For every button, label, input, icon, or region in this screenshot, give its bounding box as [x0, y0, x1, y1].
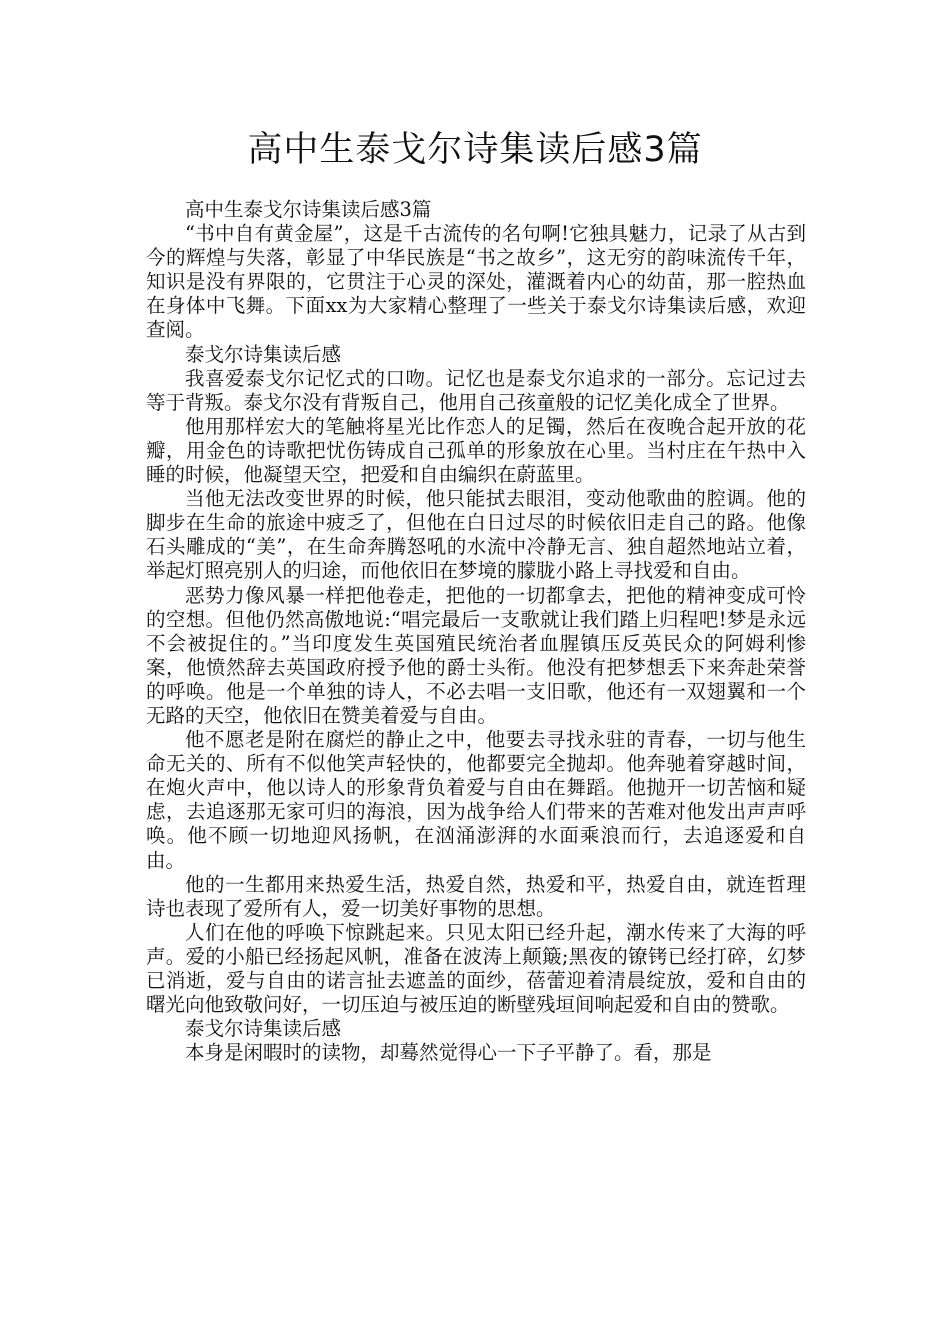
body-paragraph: 他用那样宏大的笔触将星光比作恋人的足镯，然后在夜晚合起开放的花瓣，用金色的诗歌把忧伤铸成自己孤单的形象放在心里。当村庄在午热中入睡的时候，他凝望天空，把爱和自由编织在蔚蓝里。 [146, 414, 806, 487]
subtitle-paragraph: 高中生泰戈尔诗集读后感3篇 [185, 198, 432, 221]
section-heading: 泰戈尔诗集读后感 [185, 1017, 342, 1041]
section-heading: 泰戈尔诗集读后感 [185, 342, 342, 366]
body-paragraph: 他的一生都用来热爱生活，热爱自然，热爱和平，热爱自由，就连哲理诗也表现了爱所有人，爱一切美好事物的思想。 [146, 872, 806, 920]
body-paragraph: 人们在他的呼唤下惊跳起来。只见太阳已经升起，潮水传来了大海的呼声。爱的小船已经扬起风帆，准备在波涛上颠簸;黑夜的镣铐已经打碎，幻梦已消逝，爱与自由的诺言扯去遮盖的面纱，蓓蕾迎着清晨绽放，爱和自由的曙光向他致敬问好，一切压迫与被压迫的断壁残垣间响起爱和自由的赞歌。 [146, 920, 806, 1017]
document-body [146, 198, 806, 1065]
body-paragraph: 本身是闲暇时的读物，却蓦然觉得心一下子平静了。看，那是 [185, 1041, 712, 1065]
body-paragraph: 他不愿老是附在腐烂的静止之中，他要去寻找永驻的青春，一切与他生命无关的、所有不似他笑声轻快的，他都要完全抛却。他奔驰着穿越时间，在炮火声中，他以诗人的形象背负着爱与自由在舞蹈。他抛开一切苦恼和疑虑，去追逐那无家可归的海浪，因为战争给人们带来的苦难对他发出声声呼唤。他不顾一切地迎风扬帆，在汹涌澎湃的水面乘浪而行，去追逐爱和自由。 [146, 728, 806, 872]
body-paragraph: 当他无法改变世界的时候，他只能拭去眼泪，变动他歌曲的腔调。他的脚步在生命的旅途中疲乏了，但他在白日过尽的时候依旧走自己的路。他像石头雕成的“美”，在生命奔腾怒吼的水流中冷静无言、独自超然地站立着，举起灯照亮别人的归途，而他依旧在梦境的朦胧小路上寻找爱和自由。 [146, 487, 806, 583]
intro-paragraph: “书中自有黄金屋”，这是千古流传的名句啊!它独具魅力，记录了从古到今的辉煌与失落，彰显了中华民族是“书之故乡”，这无穷的韵味流传千年，知识是没有界限的，它贯注于心灵的深处，灌溉着内心的幼苗，那一腔热血在身体中飞舞。下面xx为大家精心整理了一些关于泰戈尔诗集读后感，欢迎查阅。 [146, 222, 806, 342]
body-paragraph: 我喜爱泰戈尔记忆式的口吻。记忆也是泰戈尔追求的一部分。忘记过去等于背叛。泰戈尔没有背叛自己，他用自己孩童般的记忆美化成全了世界。 [146, 366, 806, 414]
document-title: 高中生泰戈尔诗集读后感3篇 [247, 130, 703, 170]
body-paragraph: 恶势力像风暴一样把他卷走，把他的一切都拿去，把他的精神变成可怜的空想。但他仍然高傲地说:“唱完最后一支歌就让我们踏上归程吧!梦是永远不会被捉住的。”当印度发生英国殖民统治者血腥镇压反英民众的阿姆利惨案，他愤然辞去英国政府授予他的爵士头衔。他没有把梦想丢下来奔赴荣誉的呼唤。他是一个单独的诗人，不必去唱一支旧歌，他还有一双翅翼和一个无路的天空，他依旧在赞美着爱与自由。 [146, 583, 806, 727]
